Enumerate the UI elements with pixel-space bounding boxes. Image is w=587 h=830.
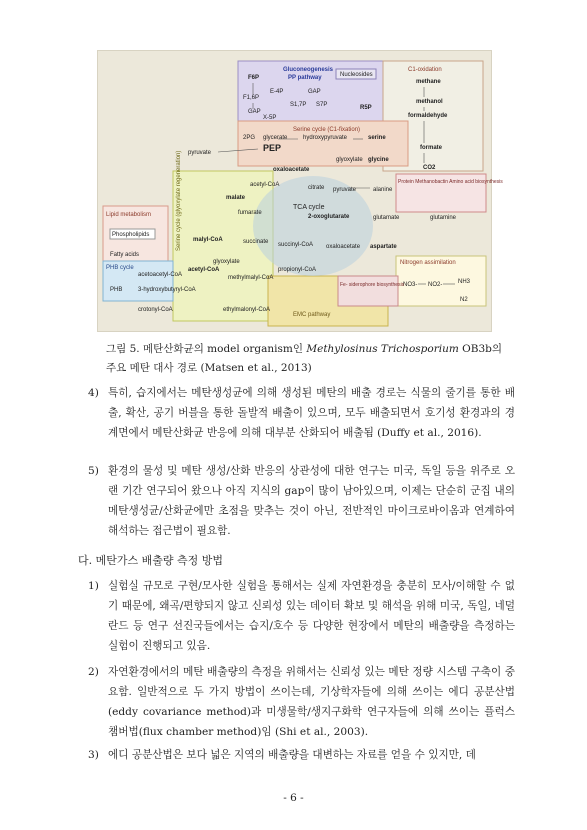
label-no3: NO3- — [403, 282, 418, 288]
label-ethylmalonyl: ethylmalonyl-CoA — [223, 307, 271, 313]
label-glyoxylate1: glyoxylate — [336, 157, 363, 163]
label-f6p: F6P — [248, 75, 260, 81]
label-citrate: citrate — [308, 185, 325, 191]
label-malyl-coa: malyl-CoA — [193, 237, 223, 243]
label-hydroxybutyryl: 3-hydroxybutyryl-CoA — [138, 287, 196, 293]
label-pyruvate2: pyruvate — [333, 187, 357, 193]
label-oxaloacetate2: oxaloacetate — [326, 244, 361, 250]
label-phb-cycle: PHB cycle — [106, 265, 134, 271]
label-glutamine: glutamine — [430, 215, 457, 221]
list-item-5: 5) 환경의 물성 및 메탄 생성/산화 반응의 상관성에 대한 연구는 미국, 독일 등을 위주로 오랜 기간 연구되어 왔으나 아직 지식의 gap이 많이 남아있으며, 이제는 단순히 군집 내의 메탄생성균/산화균에만 초점을 맞추는 것이 아닌, 전반적인 마이크로바이옴과 연계하여 해석하는 접근법이 필요함. — [88, 465, 515, 537]
label-oxoglutarate: 2-oxoglutarate — [308, 214, 350, 220]
label-glyoxylate2: glyoxylate — [213, 259, 240, 265]
label-phb: PHB — [110, 287, 123, 293]
label-methylmalyl: methylmalyl-CoA — [228, 275, 274, 281]
label-glycine: glycine — [368, 157, 389, 163]
label-protein-box: Protein Methanobactin Amino acid biosynthesis — [398, 179, 503, 185]
list-item-3: 3) 에디 공분산법은 보다 넓은 지역의 배출량을 대변하는 자료를 얻을 수 있지만, 데 — [88, 749, 476, 761]
label-succinyl-coa: succinyl-CoA — [278, 242, 314, 248]
label-nh3: NH3 — [458, 279, 471, 285]
label-e4p: E-4P — [270, 89, 284, 95]
label-tca: TCA cycle — [293, 204, 325, 211]
label-methanol: methanol — [416, 99, 443, 105]
label-malate: malate — [226, 195, 246, 201]
label-no2: NO2- — [428, 282, 443, 288]
label-s17p: S1,7P — [290, 102, 307, 108]
label-gap1: GAP — [308, 89, 321, 95]
label-oxaloacetate1: oxaloacetate — [273, 167, 310, 173]
label-lipid: Lipid metabolism — [106, 212, 152, 218]
label-alanine: alanine — [373, 187, 393, 193]
label-succinate: succinate — [243, 239, 269, 245]
label-acetoacetyl: acetoacetyl-CoA — [138, 272, 183, 278]
label-hydroxypyruvate: hydroxypyruvate — [303, 135, 348, 141]
label-pyruvate1: pyruvate — [188, 150, 212, 156]
label-c1-oxidation: C1-oxidation — [408, 67, 442, 73]
label-formaldehyde: formaldehyde — [408, 113, 448, 119]
label-2pg: 2PG — [243, 135, 256, 141]
label-propionyl: propionyl-CoA — [278, 267, 317, 273]
label-fe: Fe- siderophore biosynthesis — [340, 282, 405, 288]
label-serine: serine — [368, 135, 386, 141]
label-phospholipids: Phospholipids — [112, 232, 150, 238]
label-f16p: F1,6P — [243, 95, 260, 101]
caption-line-1: 그림 5. 메탄산화균의 model organism인 Methylosinus Trichosporium OB3b의 — [106, 343, 503, 355]
label-gap2: GAP — [248, 109, 261, 115]
label-s7p: S7P — [316, 102, 328, 108]
label-co2: CO2 — [423, 165, 436, 171]
label-pp-pathway: PP pathway — [288, 75, 322, 81]
label-aspartate: aspartate — [370, 244, 397, 250]
label-x5p: X-5P — [263, 115, 277, 121]
label-serine-regen: Serine cycle (glyoxylate regeneration) — [176, 150, 182, 251]
label-glutamate: glutamate — [373, 215, 400, 221]
page-number: - 6 - — [283, 792, 304, 804]
list-item-1: 1) 실험실 규모로 구현/모사한 실험을 통해서는 실제 자연환경을 충분히 모사/이해할 수 없기 때문에, 왜곡/편향되지 않고 신뢰성 있는 데이터 확보 및 해석을 위해 미국, 독일, 네덜란드 등 연구 선진국들에서는 습지/호수 등 다양한 현장에서 메탄의 배출량을 측정하는 실험이 진행되고 있음. — [88, 580, 516, 652]
label-nitrogen: Nitrogen assimilation — [400, 260, 456, 266]
label-nucleosides: Nucleosides — [340, 72, 373, 78]
label-acetyl-coa1: acetyl-CoA — [250, 182, 280, 188]
label-methane: methane — [416, 79, 441, 85]
label-crotonyl: crotonyl-CoA — [138, 307, 173, 313]
label-n2: N2 — [460, 297, 468, 303]
figure-caption — [106, 340, 506, 378]
list-item-2: 2) 자연환경에서의 메탄 배출량의 측정을 위해서는 신뢰성 있는 메탄 정량 시스템 구축이 중요함. 일반적으로 두 가지 방법이 쓰이는데, 기상학자들에 의해 쓰이는 에디 공분산법(eddy covariance method)과 미생물학/생지구화학 연구자들에 의해 쓰이는 플럭스 챔버법(flux chamber method)임 (Shi et al., 2003). — [88, 666, 515, 738]
metabolic-pathway-figure — [97, 50, 503, 332]
label-serine-cycle: Serine cycle (C1-fixation) — [293, 127, 361, 133]
list-item-4: 4) 특히, 습지에서는 메탄생성균에 의해 생성된 메탄의 배출 경로는 식물의 줄기를 통한 배출, 확산, 공기 버블을 통한 돌발적 배출이 있으며, 모두 배출되면서 호기성 환경과의 경계면에서 메탄산화균 반응에 의해 대부분 산화되어 배출됨 (Duffy et al., 2016). — [88, 387, 515, 439]
label-gluconeogenesis: Gluconeogenesis — [283, 67, 334, 73]
label-fatty-acids: Fatty acids — [110, 252, 140, 258]
label-fumarate: fumarate — [238, 210, 262, 216]
label-formate: formate — [420, 145, 443, 151]
caption-line-2: 주요 메탄 대사 경로 (Matsen et al., 2013) — [106, 362, 312, 374]
label-r5p: R5P — [360, 105, 372, 111]
section-heading: 다. 메탄가스 배출량 측정 방법 — [78, 554, 223, 567]
label-pep: PEP — [263, 143, 282, 153]
label-glycerate: glycerate — [263, 135, 288, 141]
label-emc: EMC pathway — [293, 312, 331, 318]
label-acetyl-coa2: acetyl-CoA — [188, 267, 220, 273]
